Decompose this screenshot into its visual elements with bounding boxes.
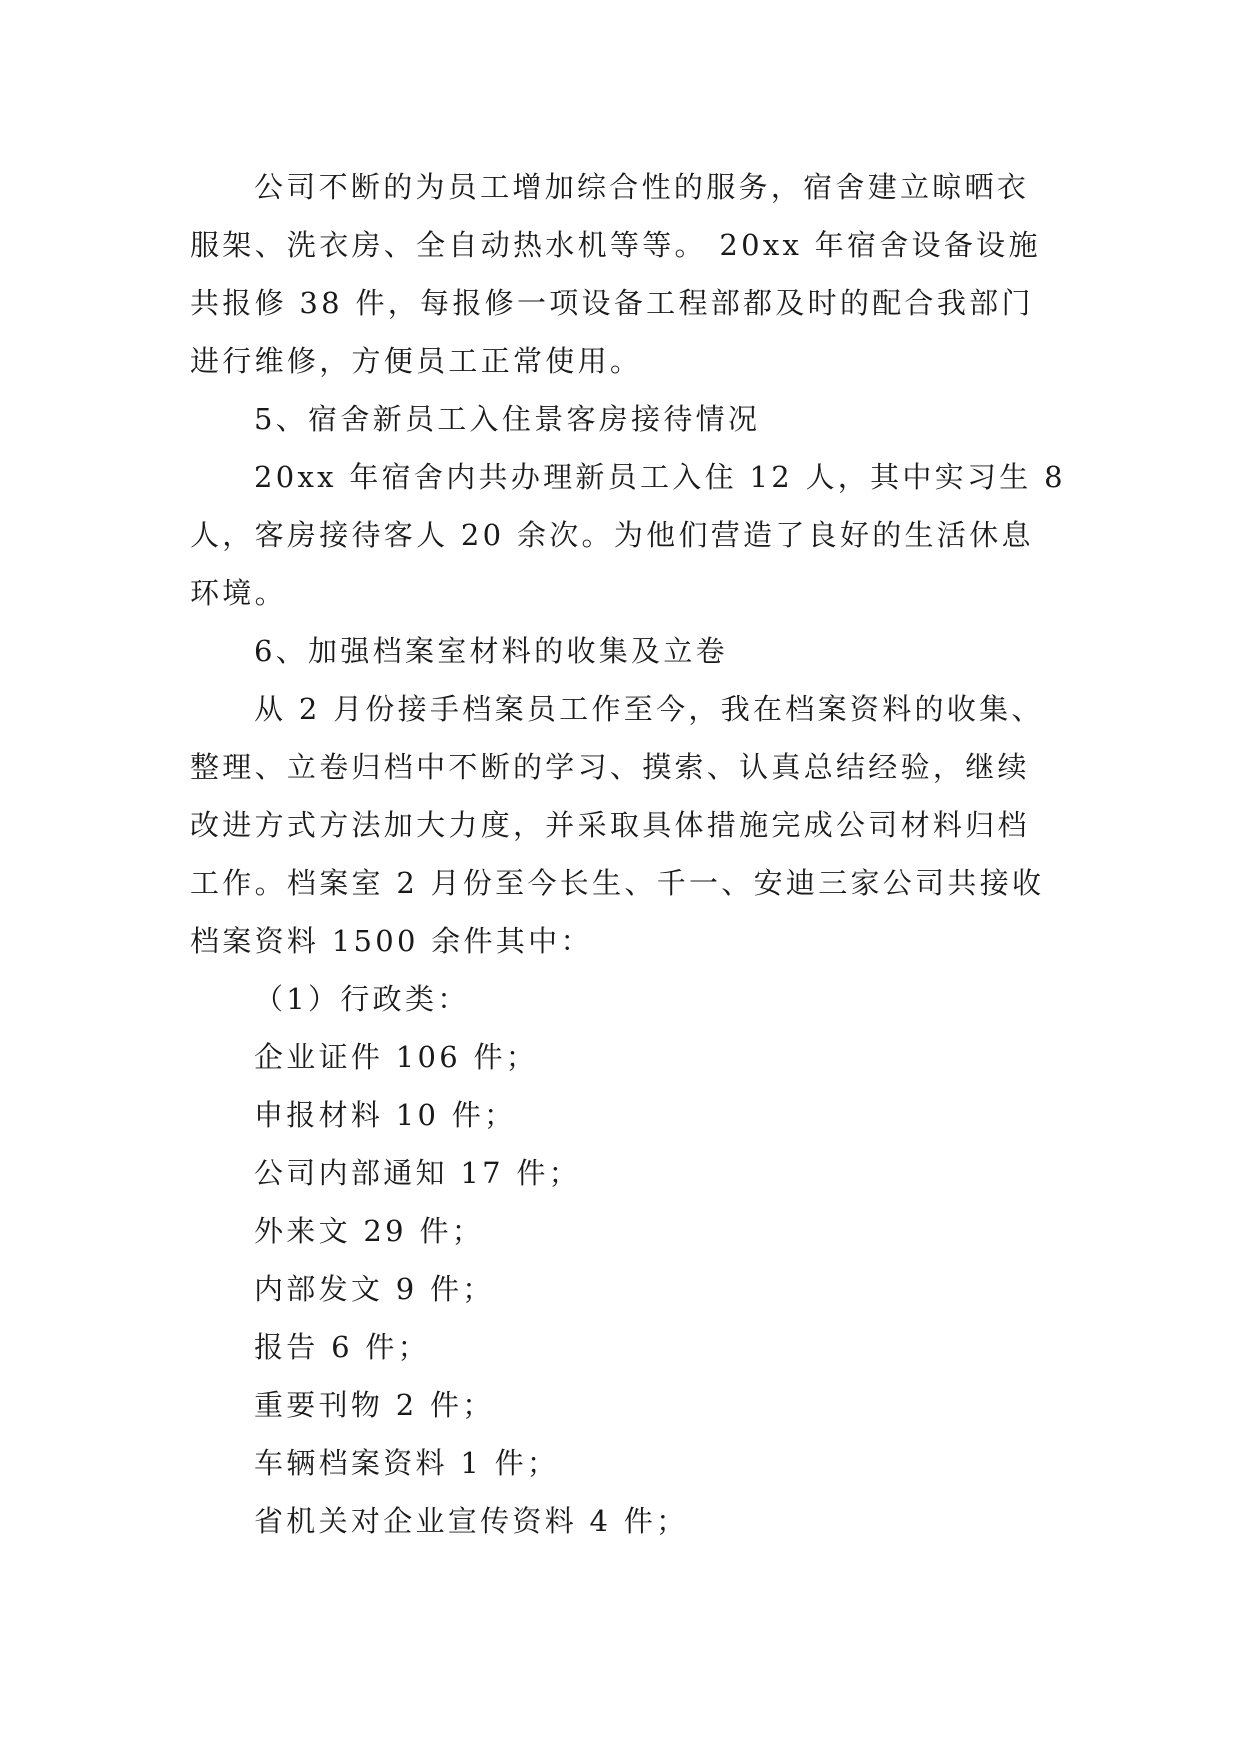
list-item: 车辆档案资料 1 件； [254,1446,560,1480]
list-item: 企业证件 106 件； [254,1040,539,1074]
paragraph-line: 环境。 [190,576,287,610]
paragraph-line: 从 2 月份接手档案员工作至今，我在档案资料的收集、 [254,692,1044,726]
paragraph-line: 20xx 年宿舍内共办理新员工入住 12 人，其中实习生 8 [254,460,1066,494]
paragraph-line: 工作。档案室 2 月份至今长生、千一、安迪三家公司共接收 [190,866,1045,900]
list-item: 重要刊物 2 件； [254,1388,495,1422]
paragraph-line: 服架、洗衣房、全自动热水机等等。 20xx 年宿舍设备设施 [190,228,1041,262]
list-item: 报告 6 件； [254,1330,430,1364]
paragraph-line: 进行维修，方便员工正常使用。 [190,344,643,378]
section-heading: 5、宿舍新员工入住景客房接待情况 [254,402,761,436]
list-item: 申报材料 10 件； [254,1098,517,1132]
paragraph-line: 共报修 38 件，每报修一项设备工程部都及时的配合我部门 [190,286,1034,320]
paragraph-line: 档案资料 1500 余件其中： [190,924,593,958]
paragraph-line: 改进方式方法加大力度，并采取具体措施完成公司材料归档 [190,808,1030,842]
paragraph-line: 整理、立卷归档中不断的学习、摸索、认真总结经验，继续 [190,750,1030,784]
list-item: 公司内部通知 17 件； [254,1156,581,1190]
category-heading: （1）行政类： [254,982,470,1016]
list-item: 外来文 29 件； [254,1214,485,1248]
list-item: 省机关对企业宣传资料 4 件； [254,1504,689,1538]
paragraph-line: 公司不断的为员工增加综合性的服务，宿舍建立晾晒衣 [254,170,1030,204]
section-heading: 6、加强档案室材料的收集及立卷 [254,634,728,668]
paragraph-line: 人，客房接待客人 20 余次。为他们营造了良好的生活休息 [190,518,1034,552]
list-item: 内部发文 9 件； [254,1272,495,1306]
